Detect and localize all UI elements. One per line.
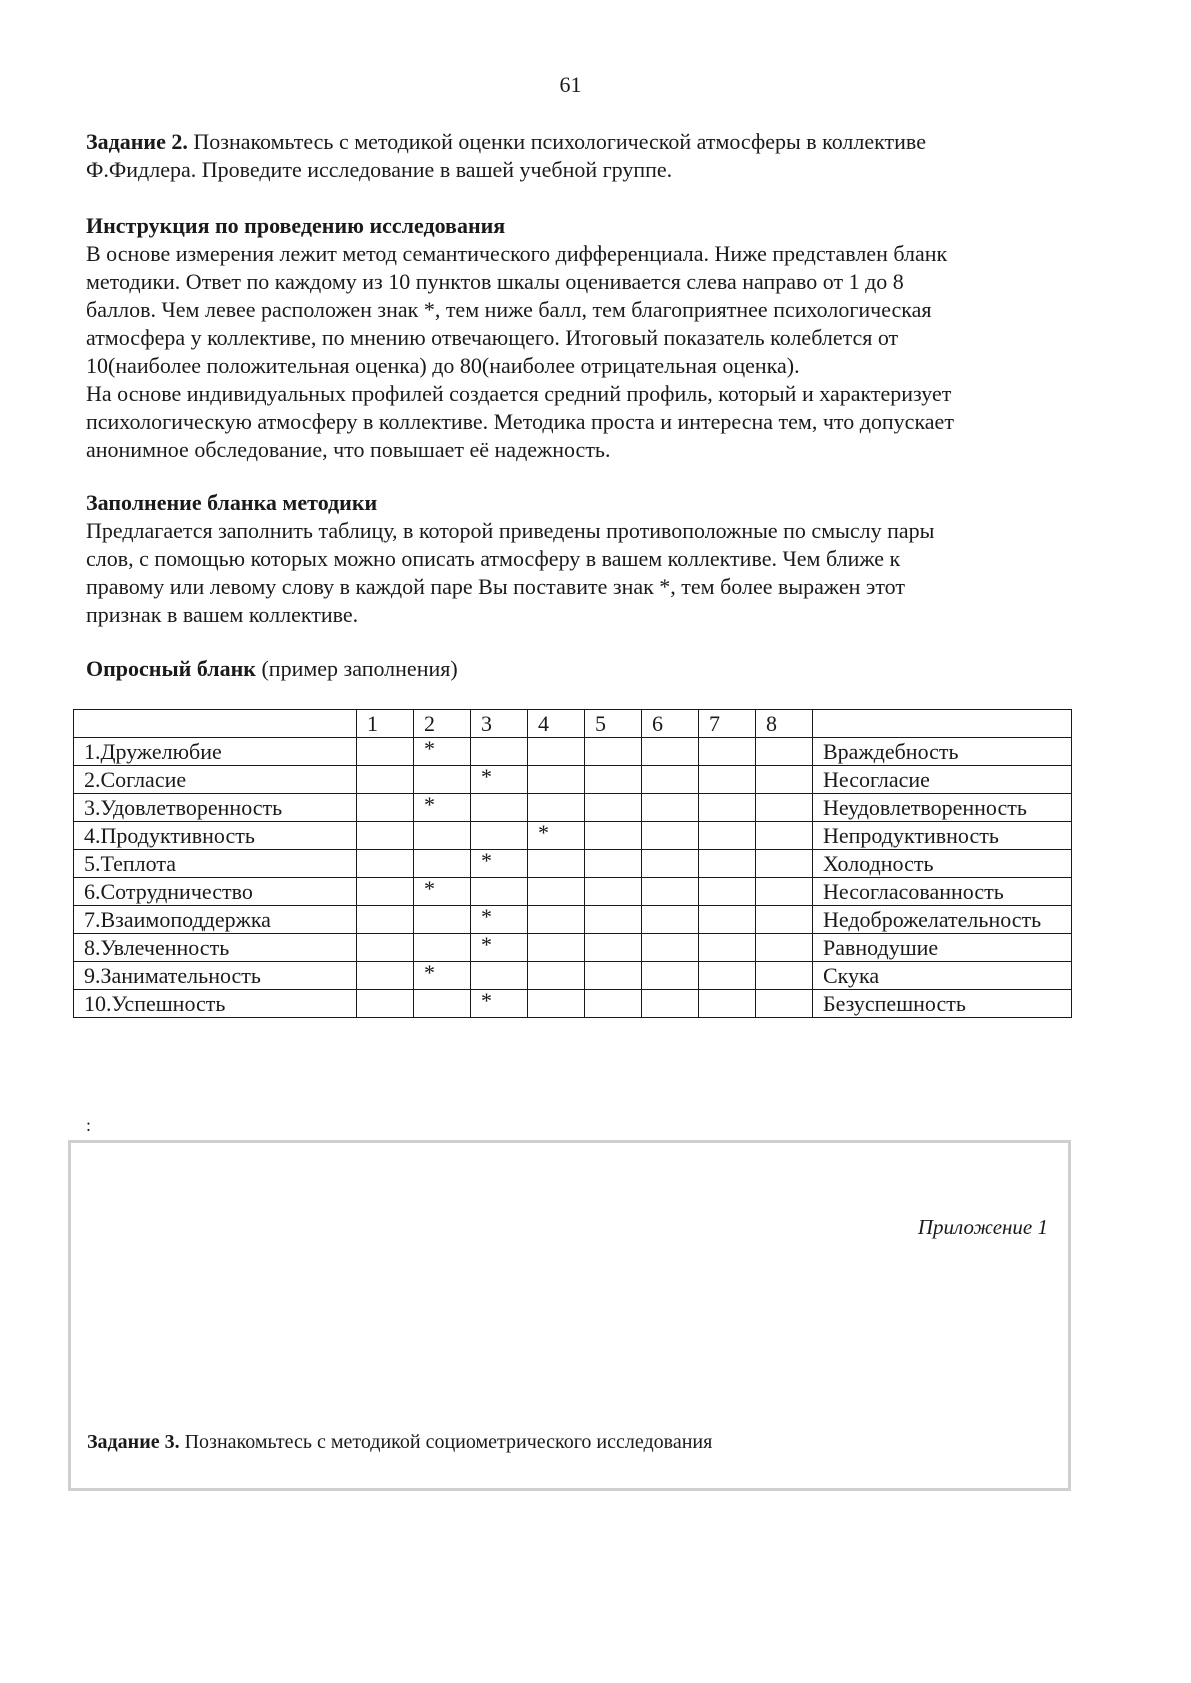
score-cell: [471, 934, 528, 962]
score-cell: [528, 766, 585, 794]
asterisk-mark: *: [424, 876, 435, 901]
score-cell: [699, 990, 756, 1018]
positive-pole-label: 3.Удовлетворенность: [74, 794, 357, 822]
score-cell: [585, 934, 642, 962]
score-cell: [642, 738, 699, 766]
negative-pole-label: Несогласованность: [813, 878, 1072, 906]
table-row: [74, 878, 1072, 906]
table-row: [74, 962, 1072, 990]
form-title-rest: (пример заполнения): [255, 656, 458, 681]
instructions-line: На основе индивидуальных профилей создается средний профиль, который и характеризует: [86, 381, 952, 406]
instructions-line: 10(наиболее положительная оценка) до 80(наиболее отрицательная оценка).: [86, 353, 800, 378]
filling-line: признак в вашем коллективе.: [86, 602, 359, 627]
negative-pole-label: Недоброжелательность: [813, 906, 1072, 934]
score-cell: [528, 822, 585, 850]
score-cell: [357, 794, 414, 822]
score-cell: [699, 934, 756, 962]
score-cell: [471, 906, 528, 934]
score-cell: [357, 878, 414, 906]
score-cell: [756, 766, 813, 794]
score-cell: [528, 738, 585, 766]
score-cell: [528, 878, 585, 906]
positive-pole-label: 8.Увлеченность: [74, 934, 357, 962]
score-cell: [471, 850, 528, 878]
scale-header-cell: 6: [642, 710, 699, 738]
positive-pole-label: 9.Занимательность: [74, 962, 357, 990]
positive-pole-label: 2.Согласие: [74, 766, 357, 794]
score-cell: [756, 990, 813, 1018]
score-cell: [414, 738, 471, 766]
task3-label: Задание 3.: [87, 1431, 180, 1453]
score-cell: [756, 794, 813, 822]
score-cell: [357, 766, 414, 794]
score-cell: [357, 906, 414, 934]
scale-header-cell: 1: [357, 710, 414, 738]
score-cell: [756, 906, 813, 934]
score-cell: [699, 878, 756, 906]
score-cell: [756, 738, 813, 766]
asterisk-mark: *: [481, 848, 492, 873]
score-cell: [528, 990, 585, 1018]
negative-pole-label: Безуспешность: [813, 990, 1072, 1018]
score-cell: [471, 766, 528, 794]
score-cell: [585, 962, 642, 990]
header-empty-left: [74, 710, 357, 738]
score-cell: [528, 934, 585, 962]
negative-pole-label: Враждебность: [813, 738, 1072, 766]
task2-text-line1: Познакомьтесь с методикой оценки психологической атмосферы в коллективе: [187, 129, 926, 154]
filling-heading: Заполнение бланка методики: [86, 490, 378, 515]
score-cell: [471, 822, 528, 850]
questionnaire-table: [73, 709, 1072, 1018]
score-cell: [414, 878, 471, 906]
table-row: [74, 934, 1072, 962]
scale-header-cell: 2: [414, 710, 471, 738]
score-cell: [756, 822, 813, 850]
score-cell: [414, 906, 471, 934]
score-cell: [585, 794, 642, 822]
table-row: [74, 822, 1072, 850]
asterisk-mark: *: [424, 736, 435, 761]
score-cell: [642, 878, 699, 906]
score-cell: [528, 962, 585, 990]
table-row: [74, 794, 1072, 822]
negative-pole-label: Равнодушие: [813, 934, 1072, 962]
instructions-heading: Инструкция по проведению исследования: [86, 213, 506, 238]
score-cell: [699, 962, 756, 990]
appendix-label: Приложение 1: [917, 1215, 1048, 1239]
score-cell: [699, 766, 756, 794]
table-row: [74, 738, 1072, 766]
score-cell: [585, 906, 642, 934]
score-cell: [756, 934, 813, 962]
score-cell: [585, 878, 642, 906]
score-cell: [642, 850, 699, 878]
table-row: [74, 906, 1072, 934]
asterisk-mark: *: [481, 932, 492, 957]
negative-pole-label: Холодность: [813, 850, 1072, 878]
score-cell: [585, 738, 642, 766]
asterisk-mark: *: [424, 792, 435, 817]
negative-pole-label: Неудовлетворенность: [813, 794, 1072, 822]
form-title: [86, 655, 1066, 683]
score-cell: [414, 934, 471, 962]
instructions-line: атмосфера у коллективе, по мнению отвечающего. Итоговый показатель колеблется от: [86, 325, 899, 350]
score-cell: [699, 738, 756, 766]
score-cell: [756, 878, 813, 906]
score-cell: [414, 962, 471, 990]
scale-header-cell: 4: [528, 710, 585, 738]
scale-header-cell: 7: [699, 710, 756, 738]
score-cell: [414, 850, 471, 878]
score-cell: [585, 990, 642, 1018]
filling-line: правому или левому слову в каждой паре Вы поставите знак *, тем более выражен этот: [86, 574, 905, 599]
page-number: 61: [559, 72, 582, 97]
score-cell: [414, 990, 471, 1018]
score-cell: [699, 850, 756, 878]
score-cell: [471, 794, 528, 822]
filling-section: [86, 489, 1066, 629]
score-cell: [357, 850, 414, 878]
form-title-bold: Опросный бланк: [86, 656, 256, 681]
task3-text: Познакомьтесь с методикой социометрического исследования: [179, 1431, 713, 1453]
filling-line: слов, с помощью которых можно описать атмосферу в вашем коллективе. Чем ближе к: [86, 546, 901, 571]
asterisk-mark: *: [538, 820, 549, 845]
positive-pole-label: 7.Взаимоподдержка: [74, 906, 357, 934]
score-cell: [642, 962, 699, 990]
header-empty-right: [813, 710, 1072, 738]
score-cell: [642, 934, 699, 962]
score-cell: [471, 878, 528, 906]
score-cell: [357, 990, 414, 1018]
instructions-line: В основе измерения лежит метод семантического дифференциала. Ниже представлен бланк: [86, 241, 948, 266]
asterisk-mark: *: [481, 988, 492, 1013]
negative-pole-label: Непродуктивность: [813, 822, 1072, 850]
table-row: [74, 990, 1072, 1018]
task2-text-line2: Ф.Фидлера. Проведите исследование в вашей учебной группе.: [86, 157, 673, 182]
score-cell: [414, 766, 471, 794]
score-cell: [528, 850, 585, 878]
scale-header-cell: 5: [585, 710, 642, 738]
positive-pole-label: 1.Дружелюбие: [74, 738, 357, 766]
table-row: [74, 766, 1072, 794]
score-cell: [642, 766, 699, 794]
instructions-line: психологическую атмосферу в коллективе. Методика проста и интересна тем, что допускает: [86, 409, 954, 434]
score-cell: [699, 822, 756, 850]
positive-pole-label: 6.Сотрудничество: [74, 878, 357, 906]
score-cell: [357, 738, 414, 766]
negative-pole-label: Скука: [813, 962, 1072, 990]
positive-pole-label: 10.Успешность: [74, 990, 357, 1018]
score-cell: [585, 850, 642, 878]
positive-pole-label: 5.Теплота: [74, 850, 357, 878]
score-cell: [756, 850, 813, 878]
score-cell: [471, 738, 528, 766]
score-cell: [585, 822, 642, 850]
instructions-line: методики. Ответ по каждому из 10 пунктов шкалы оценивается слева направо от 1 до 8: [86, 269, 904, 294]
score-cell: [357, 962, 414, 990]
asterisk-mark: *: [481, 764, 492, 789]
score-cell: [471, 990, 528, 1018]
colon-mark: :: [86, 1115, 92, 1135]
scale-header-cell: 8: [756, 710, 813, 738]
score-cell: [528, 794, 585, 822]
table-row: [74, 850, 1072, 878]
asterisk-mark: *: [481, 904, 492, 929]
score-cell: [699, 906, 756, 934]
score-cell: [585, 766, 642, 794]
instructions-line: баллов. Чем левее расположен знак *, тем ниже балл, тем благоприятнее психологическая: [86, 297, 932, 322]
score-cell: [699, 794, 756, 822]
score-cell: [357, 822, 414, 850]
scale-header-cell: 3: [471, 710, 528, 738]
embedded-page-frame: [68, 1140, 1071, 1491]
filling-line: Предлагается заполнить таблицу, в которой приведены противоположные по смыслу пары: [86, 518, 935, 543]
score-cell: [642, 822, 699, 850]
score-cell: [642, 906, 699, 934]
score-cell: [528, 906, 585, 934]
score-cell: [414, 794, 471, 822]
task3-paragraph: [87, 1431, 712, 1454]
negative-pole-label: Несогласие: [813, 766, 1072, 794]
asterisk-mark: *: [424, 960, 435, 985]
score-cell: [642, 990, 699, 1018]
task2-label: Задание 2.: [86, 129, 188, 154]
score-cell: [642, 794, 699, 822]
score-cell: [756, 962, 813, 990]
instructions-line: анонимное обследование, что повышает её надежность.: [86, 437, 611, 462]
score-cell: [471, 962, 528, 990]
task2-paragraph: [86, 128, 1066, 184]
positive-pole-label: 4.Продуктивность: [74, 822, 357, 850]
score-cell: [414, 822, 471, 850]
table-header-row: [74, 710, 1072, 738]
score-cell: [357, 934, 414, 962]
instructions-section: [86, 212, 1066, 464]
